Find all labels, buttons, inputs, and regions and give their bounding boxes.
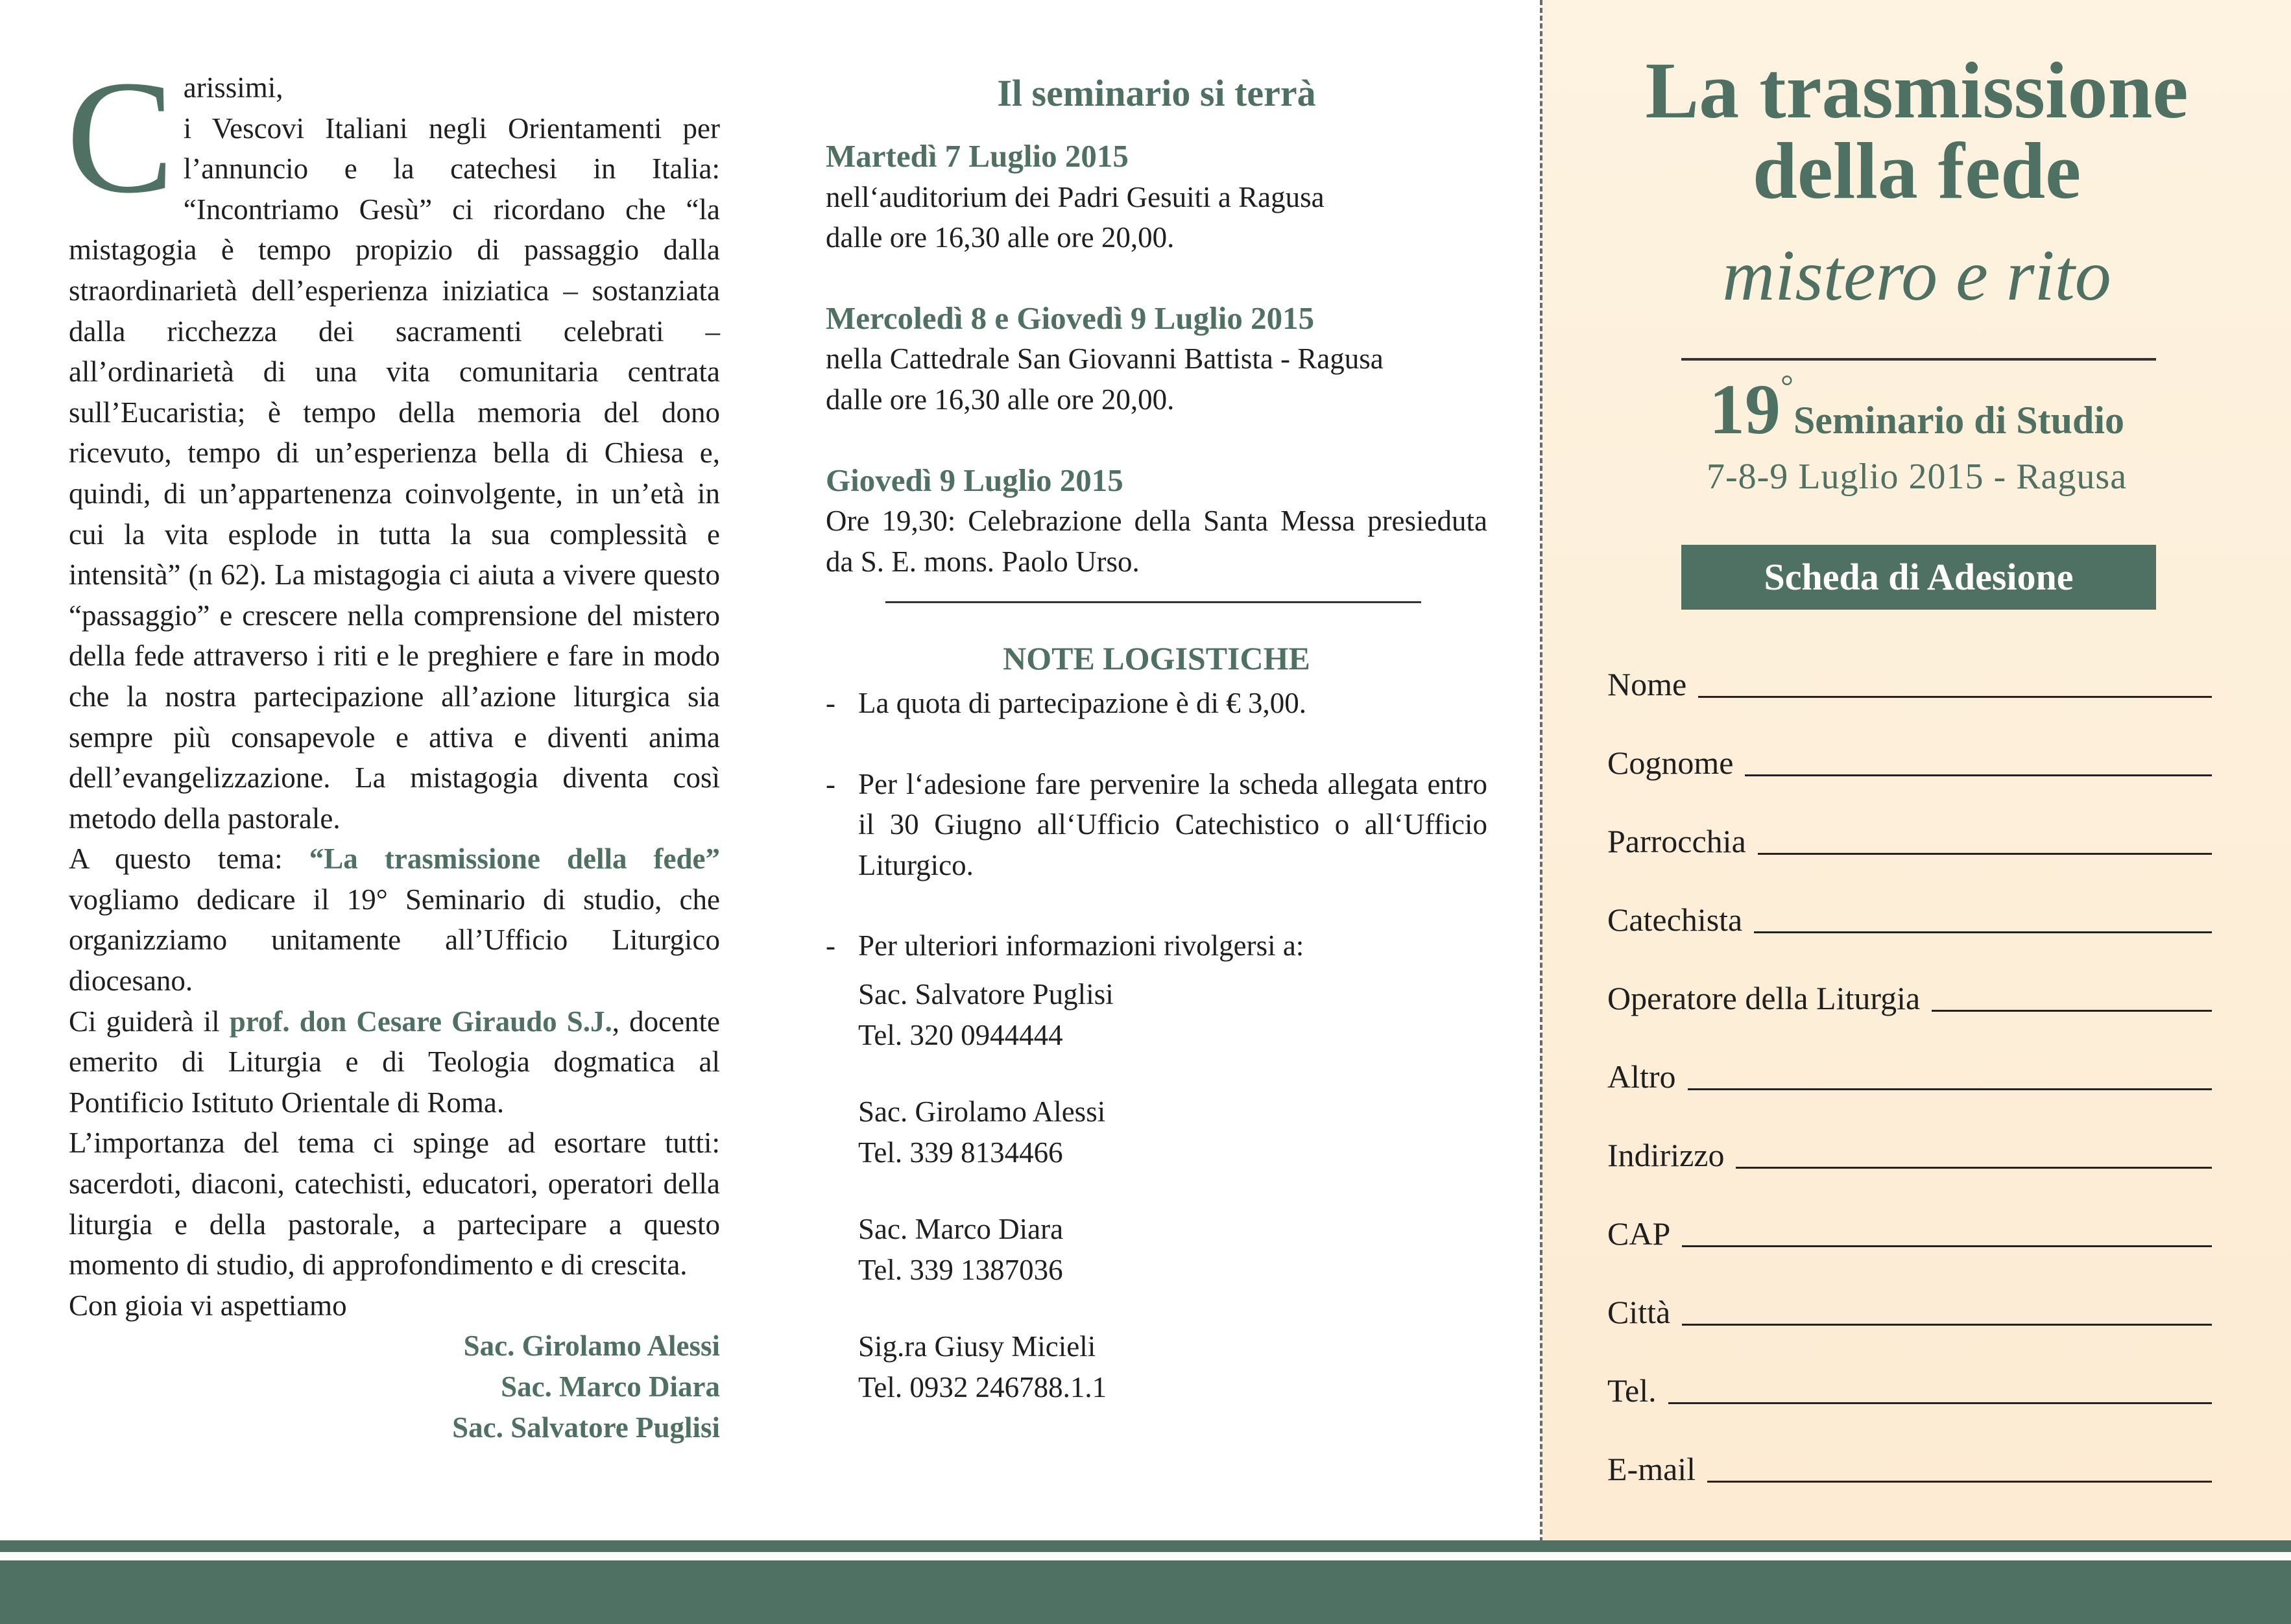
field-label: Tel. xyxy=(1607,1372,1657,1409)
contact-2 xyxy=(826,1092,1487,1173)
letter-text-2a: A questo tema: xyxy=(69,842,309,876)
letter-text-2b: vogliamo dedicare il 19° Seminario di studio, che organizziamo unitamente all’Ufficio Liturgico diocesano. xyxy=(69,883,720,997)
date-line-1b: dalle ore 16,30 alle ore 20,00. xyxy=(826,221,1175,254)
main-title xyxy=(1542,46,2291,215)
signature-block xyxy=(69,1326,720,1448)
field-email[interactable] xyxy=(1607,1411,2212,1489)
field-label: E-mail xyxy=(1607,1451,1696,1487)
note-item-2 xyxy=(826,764,1487,886)
note-text-3: Per ulteriori informazioni rivolgersi a: xyxy=(858,929,1304,962)
note-text-2: Per l‘adesione fare pervenire la scheda allegata entro il 30 Giugno all‘Ufficio Catechistico o all‘Ufficio Liturgico. xyxy=(858,767,1487,881)
field-label: Indirizzo xyxy=(1607,1137,1725,1173)
contact-name: Sac. Girolamo Alessi xyxy=(858,1095,1106,1128)
dash-bullet: - xyxy=(826,767,835,800)
field-line[interactable] xyxy=(1745,774,2212,776)
seminar-title-highlight: “La trasmissione della fede” xyxy=(309,842,720,876)
field-label: Altro xyxy=(1607,1058,1676,1095)
seminar-number: 19 xyxy=(1709,370,1781,449)
date-block-1 xyxy=(826,136,1487,258)
signature-1: Sac. Girolamo Alessi xyxy=(463,1330,720,1363)
signature-3: Sac. Salvatore Puglisi xyxy=(452,1411,720,1444)
letter-paragraph-2 xyxy=(69,839,720,1001)
field-indirizzo[interactable] xyxy=(1607,1097,2212,1175)
field-catechista[interactable] xyxy=(1607,861,2212,940)
signature-2: Sac. Marco Diara xyxy=(501,1370,720,1403)
contact-tel: Tel. 320 0944444 xyxy=(858,1018,1063,1051)
letter-salutation: arissimi, xyxy=(183,71,283,104)
field-label: Nome xyxy=(1607,666,1687,702)
footer-band-thin xyxy=(0,1540,2291,1552)
contact-tel: Tel. 339 8134466 xyxy=(858,1136,1063,1169)
speaker-highlight: prof. don Cesare Giraudo S.J. xyxy=(229,1005,612,1038)
date-line-2b: dalle ore 16,30 alle ore 20,00. xyxy=(826,383,1175,416)
letter-text-1: i Vescovi Italiani negli Orientamenti per l’annuncio e la catechesi in Italia: “Incontriamo Gesù” ci ricordano che “la mistagogia è tempo propizio di passaggio dalla straordinarietà dell’esperienza iniziatica – sostanziata dalla ricchezza dei sacramenti celebrati – all’ordinarietà di una vita comunitaria centrata sull’Eucaristia; è tempo della memoria del dono ricevuto, tempo di un’esperienza bella di Chiesa e, quindi, di un’appartenenza coinvolgente, in un’età in cui la vita esplode in tutta la sua complessità e intensità” (n 62). La mistagogia ci aiuta a vivere questo “passaggio” e crescere nella comprensione del mistero della fede attraverso i riti e le preghiere e fare in modo che la nostra partecipazione all’azione liturgica sia sempre più consapevole e attiva e diventi anima dell’evangelizzazione. La mistagogia diventa così metodo della pastorale. xyxy=(69,112,720,835)
field-line[interactable] xyxy=(1688,1088,2212,1090)
adesione-banner: Scheda di Adesione xyxy=(1681,545,2156,610)
field-parrocchia[interactable] xyxy=(1607,783,2212,861)
main-title-line-2: della fede xyxy=(1752,126,2081,215)
info-column xyxy=(826,67,1487,1408)
date-line-3a: Ore 19,30: Celebrazione della Santa Messa presieduta da S. E. mons. Paolo Urso. xyxy=(826,505,1487,578)
field-citta[interactable] xyxy=(1607,1254,2212,1332)
field-line[interactable] xyxy=(1682,1245,2212,1247)
letter-text-3b: , docente emerito di Liturgia e di Teologia dogmatica al Pontificio Istituto Orientale di Roma. xyxy=(69,1005,721,1119)
contact-tel: Tel. 0932 246788.1.1 xyxy=(858,1371,1107,1404)
seminar-edition xyxy=(1542,367,2291,451)
field-label: Città xyxy=(1607,1294,1671,1330)
field-tel[interactable] xyxy=(1607,1332,2212,1411)
title-rule xyxy=(1681,358,2156,361)
date-line-2a: nella Cattedrale San Giovanni Battista - Ragusa xyxy=(826,342,1384,376)
letter-paragraph-3 xyxy=(69,1001,720,1123)
note-item-3 xyxy=(826,925,1487,966)
field-label: CAP xyxy=(1607,1215,1671,1252)
contact-name: Sig.ra Giusy Micieli xyxy=(858,1330,1096,1363)
date-line-1a: nell‘auditorium dei Padri Gesuiti a Ragusa xyxy=(826,180,1325,213)
field-line[interactable] xyxy=(1682,1324,2212,1326)
form-fields xyxy=(1607,664,2212,1489)
letter-paragraph-1 xyxy=(66,47,720,839)
contact-name: Sac. Salvatore Puglisi xyxy=(858,977,1114,1010)
date-block-2 xyxy=(826,298,1487,420)
dash-bullet: - xyxy=(826,686,835,719)
schedule-heading: Il seminario si terrà xyxy=(997,72,1316,114)
drop-cap: C xyxy=(66,47,174,227)
field-nome[interactable] xyxy=(1607,664,2212,704)
section-divider xyxy=(885,601,1421,603)
dash-bullet: - xyxy=(826,929,835,962)
contact-tel: Tel. 339 1387036 xyxy=(858,1253,1063,1286)
seminar-degree: ° xyxy=(1780,368,1793,404)
field-line[interactable] xyxy=(1932,1010,2212,1012)
letter-text-3a: Ci guiderà il xyxy=(69,1005,230,1038)
note-item-1 xyxy=(826,683,1487,724)
field-label: Catechista xyxy=(1607,902,1743,938)
date-block-3 xyxy=(826,460,1487,582)
main-subtitle: mistero e rito xyxy=(1722,235,2111,316)
note-text-1: La quota di partecipazione è di € 3,00. xyxy=(858,686,1306,719)
field-cap[interactable] xyxy=(1607,1175,2212,1254)
letter-column xyxy=(66,47,721,1448)
date-title-2: Mercoledì 8 e Giovedì 9 Luglio 2015 xyxy=(826,300,1315,336)
main-title-line-1: La trasmissione xyxy=(1645,46,2189,135)
letter-closing: Con gioia vi aspettiamo xyxy=(69,1289,347,1322)
letter-paragraph-4: L’importanza del tema ci spinge ad esortare tutti: sacerdoti, diaconi, catechisti, educatori, operatori della liturgia e della pastorale, a partecipare a questo momento di studio, di approfondimento e di crescita. xyxy=(69,1127,720,1282)
date-title-1: Martedì 7 Luglio 2015 xyxy=(826,138,1129,174)
field-line[interactable] xyxy=(1698,696,2212,698)
contact-3 xyxy=(826,1209,1487,1290)
field-operatore[interactable] xyxy=(1607,940,2212,1018)
field-line[interactable] xyxy=(1736,1167,2212,1169)
notes-heading: NOTE LOGISTICHE xyxy=(1003,640,1310,677)
field-label: Cognome xyxy=(1607,745,1734,781)
field-line[interactable] xyxy=(1758,853,2212,855)
field-line[interactable] xyxy=(1754,931,2212,933)
field-line[interactable] xyxy=(1668,1402,2212,1404)
date-title-3: Giovedì 9 Luglio 2015 xyxy=(826,462,1123,498)
field-label: Parrocchia xyxy=(1607,823,1746,859)
seminar-label: Seminario di Studio xyxy=(1793,399,2125,442)
field-cognome[interactable] xyxy=(1607,704,2212,783)
contact-1 xyxy=(826,974,1487,1055)
seminar-date: 7-8-9 Luglio 2015 - Ragusa xyxy=(1706,457,2128,497)
registration-panel xyxy=(1542,0,2291,1542)
field-line[interactable] xyxy=(1707,1481,2212,1483)
field-altro[interactable] xyxy=(1607,1018,2212,1097)
field-label: Operatore della Liturgia xyxy=(1607,980,1921,1016)
footer-band-thick xyxy=(0,1560,2291,1624)
contact-name: Sac. Marco Diara xyxy=(858,1213,1064,1246)
contact-4 xyxy=(826,1326,1487,1407)
